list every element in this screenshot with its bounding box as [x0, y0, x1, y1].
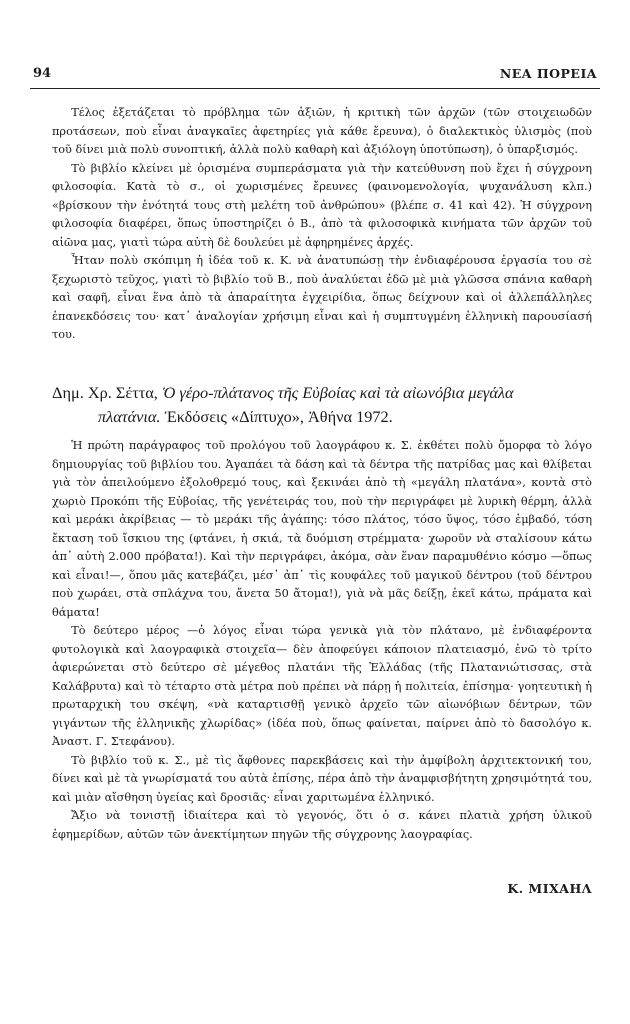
review-heading	[52, 381, 597, 429]
paragraph: Ἡ πρώτη παράγραφος τοῦ προλόγου τοῦ λαογράφου κ. Σ. ἐκθέτει πολὺ ὄμορφα τὸ λόγο δημιουργίας τοῦ βιβλίου του. Ἀγαπάει τὰ δάση καὶ τὰ δέντρα τῆς πατρίδας μας καὶ θλίβεται γιὰ τὸν ἀπειλούμενο ἐξολοθρεμό τους, καὶ ξεκινάει ἀπὸ τὴ «μεγάλη πλατάνα», κοντὰ στὸ χωριὸ Προκόπι τῆς Εὐβοίας, τῆς γενέτειράς του, ποὺ τὴν περιγράφει μὲ λυρικὴ θέρμη, ἀλλὰ καὶ μεράκι ἀκρίβειας — τὸ μεράκι τῆς ἀγάπης: τόσο πλάτος, τόσο ὕψος, τόσο ἐμβαδό, τόση ἔκταση τοῦ ἴσκιου της (φτάνει, ἡ σκιά, τὰ δυόμιση στρέμματα· χωροῦν νὰ σταλίσουν κάτω ἀπ᾽ αὐτὴ 2.000 πρόβατα!). Καὶ τὴν περιγράφει, ἀκόμα, σὰν ἕναν παραμυθένιο κόσμο —ὅπως καὶ εἶναι!—, ὅπου μᾶς κατεβάζει, μέσ᾽ ἀπ᾽ τὶς κουφάλες τοῦ μαγικοῦ δέντρου (τοῦ δέντρου ποὺ χωράει, στὰ σπλάχνα του, ἄνετα 50 ἄτομα!), γιὰ νὰ μᾶς δείξῃ, ἐκεῖ κάτω, πράματα καὶ θάματα!	[52, 439, 592, 619]
journal-title: ΝΕΑ ΠΟΡΕΙΑ	[499, 66, 597, 81]
book-title-line-2-wrapper	[52, 405, 597, 429]
paragraph: Τέλος ἐξετάζεται τὸ πρόβλημα τῶν ἀξιῶν, ἡ κριτικὴ τῶν ἀρχῶν (τῶν στοιχειωδῶν προτάσεων, ποὺ εἶναι ἀναγκαῖες ἀφετηρίες γιὰ κάθε ἔρευνα), ὁ διαλεκτικὸς ὑλισμὸς (ποὺ τοῦ δίνει μιὰ πολὺ συνοπτική, ἀλλὰ πολὺ καθαρὴ καὶ ἀξιόλογη ὑποτύπωση), ὁ ὑπαρξισμός.	[52, 106, 592, 156]
publication-info: Ἐκδόσεις «Δίπτυχο», Ἀθήνα 1972.	[164, 407, 393, 426]
paragraph: Ἄξιο νὰ τονιστῇ ἰδιαίτερα καὶ τὸ γεγονός, ὅτι ὁ σ. κάνει πλατιὰ χρήση ὑλικοῦ ἐφημερίδων, αὐτῶν τῶν ἀνεκτίμητων πηγῶν τῆς σύγχρονης λαογραφίας.	[52, 809, 592, 841]
reviewer-signature: Κ. ΜΙΧΑΗΛ	[507, 881, 592, 896]
book-title-line-2: πλατάνια.	[98, 407, 161, 426]
first-review-body	[52, 104, 592, 345]
second-review-body	[52, 437, 592, 844]
book-title-line-1: Ὁ γέρο-πλάτανος τῆς Εὐβοίας καὶ τὰ αἰωνόβια μεγάλα	[161, 383, 514, 402]
paragraph: Ἦταν πολὺ σκόπιμη ἡ ἰδέα τοῦ κ. Κ. νὰ ἀνατυπώσῃ τὴν ἐνδιαφέρουσα ἐργασία του σὲ ξεχωριστὸ τεῦχος, γιατὶ τὸ βιβλίο τοῦ Β., ποὺ ἀναλύεται ἐδῶ μὲ μιὰ γλῶσσα σπάνια καθαρὴ καὶ σαφῆ, εἶναι ἕνα ἀπὸ τὰ ἀπαραίτητα ἐγχειρίδια, ὅπως δείχνουν καὶ οἱ ἀλλεπάλληλες ἐπανεκδόσεις του· κατ᾽ ἀναλογίαν χρήσιμη εἶναι καὶ ἡ συμπτυγμένη ἑλληνικὴ παρουσίασή του.	[52, 254, 592, 341]
header-rule	[30, 88, 600, 89]
page-header	[33, 66, 597, 86]
paragraph: Τὸ βιβλίο τοῦ κ. Σ., μὲ τὶς ἄφθονες παρεκβάσεις καὶ τὴν ἀμφίβολη ἀρχιτεκτονική του, δίνει καὶ μὲ τὰ γνωρίσματά του αὐτὰ ἐπίσης, πέρα ἀπὸ τὴν ἀναμφισβήτητη χρησιμότητά του, καὶ μιὰν αἴσθηση ὑγείας καὶ δροσιᾶς· εἶναι χαριτωμένα ἑλληνικό.	[52, 753, 592, 804]
page-number: 94	[33, 66, 52, 81]
paragraph: Τὸ βιβλίο κλείνει μὲ ὁρισμένα συμπεράσματα γιὰ τὴν κατεύθυνση ποὺ ἔχει ἡ σύγχρονη φιλοσοφία. Κατὰ τὸ σ., οἱ χωρισμένες ἔρευνες (φαινομενολογία, ψυχανάλυση κλπ.) «βρίσκουν τὴν ἑνότητά τους στὴ μελέτη τοῦ ἀνθρώπου» (βλέπε σ. 41 καὶ 42). Ἡ σύγχρονη φιλοσοφία διαφέρει, ὅπως ὑποστηρίζει ὁ Β., ἀπὸ τὰ φιλοσοφικὰ κινήματα τῶν ἀρχῶν τοῦ αἰῶνα μας, γιατὶ τώρα αὐτὴ δὲ δουλεύει μὲ ἀφηρημένες ἀρχές.	[52, 161, 592, 249]
paragraph: Τὸ δεύτερο μέρος —ὁ λόγος εἶναι τώρα γενικὰ γιὰ τὸν πλάτανο, μὲ ἐνδιαφέροντα φυτολογικὰ καὶ λαογραφικὰ στοιχεῖα— δὲν ἀποφεύγει κάποιον πλατειασμό, ἐνῶ τὸ τρίτο ἀφιερώνεται στὸ δεύτερο σὲ μέγεθος πλατάνι τῆς Ἑλλάδας (τῆς Πλατανιώτισσας, στὰ Καλάβρυτα) καὶ τὸ τέταρτο στὰ μέτρα ποὺ πρέπει νὰ πάρῃ ἡ πολιτεία, ἐπίσημα· γοητευτικὴ ἡ πρωταρχικὴ του σκέψη, «νὰ καταρτισθῇ γενικὸ ἀρχεῖο τῶν αἰωνόβιων δέντρων, τῶν γιγάντων τῆς ἑλληνικῆς χλωρίδας» (ἰδέα ποὺ, ὅπως φαίνεται, παίρνει ἀπὸ τὸ δασολόγο κ. Ἀναστ. Γ. Στεφάνου).	[52, 624, 592, 748]
review-author: Δημ. Χρ. Σέττα,	[52, 383, 158, 402]
